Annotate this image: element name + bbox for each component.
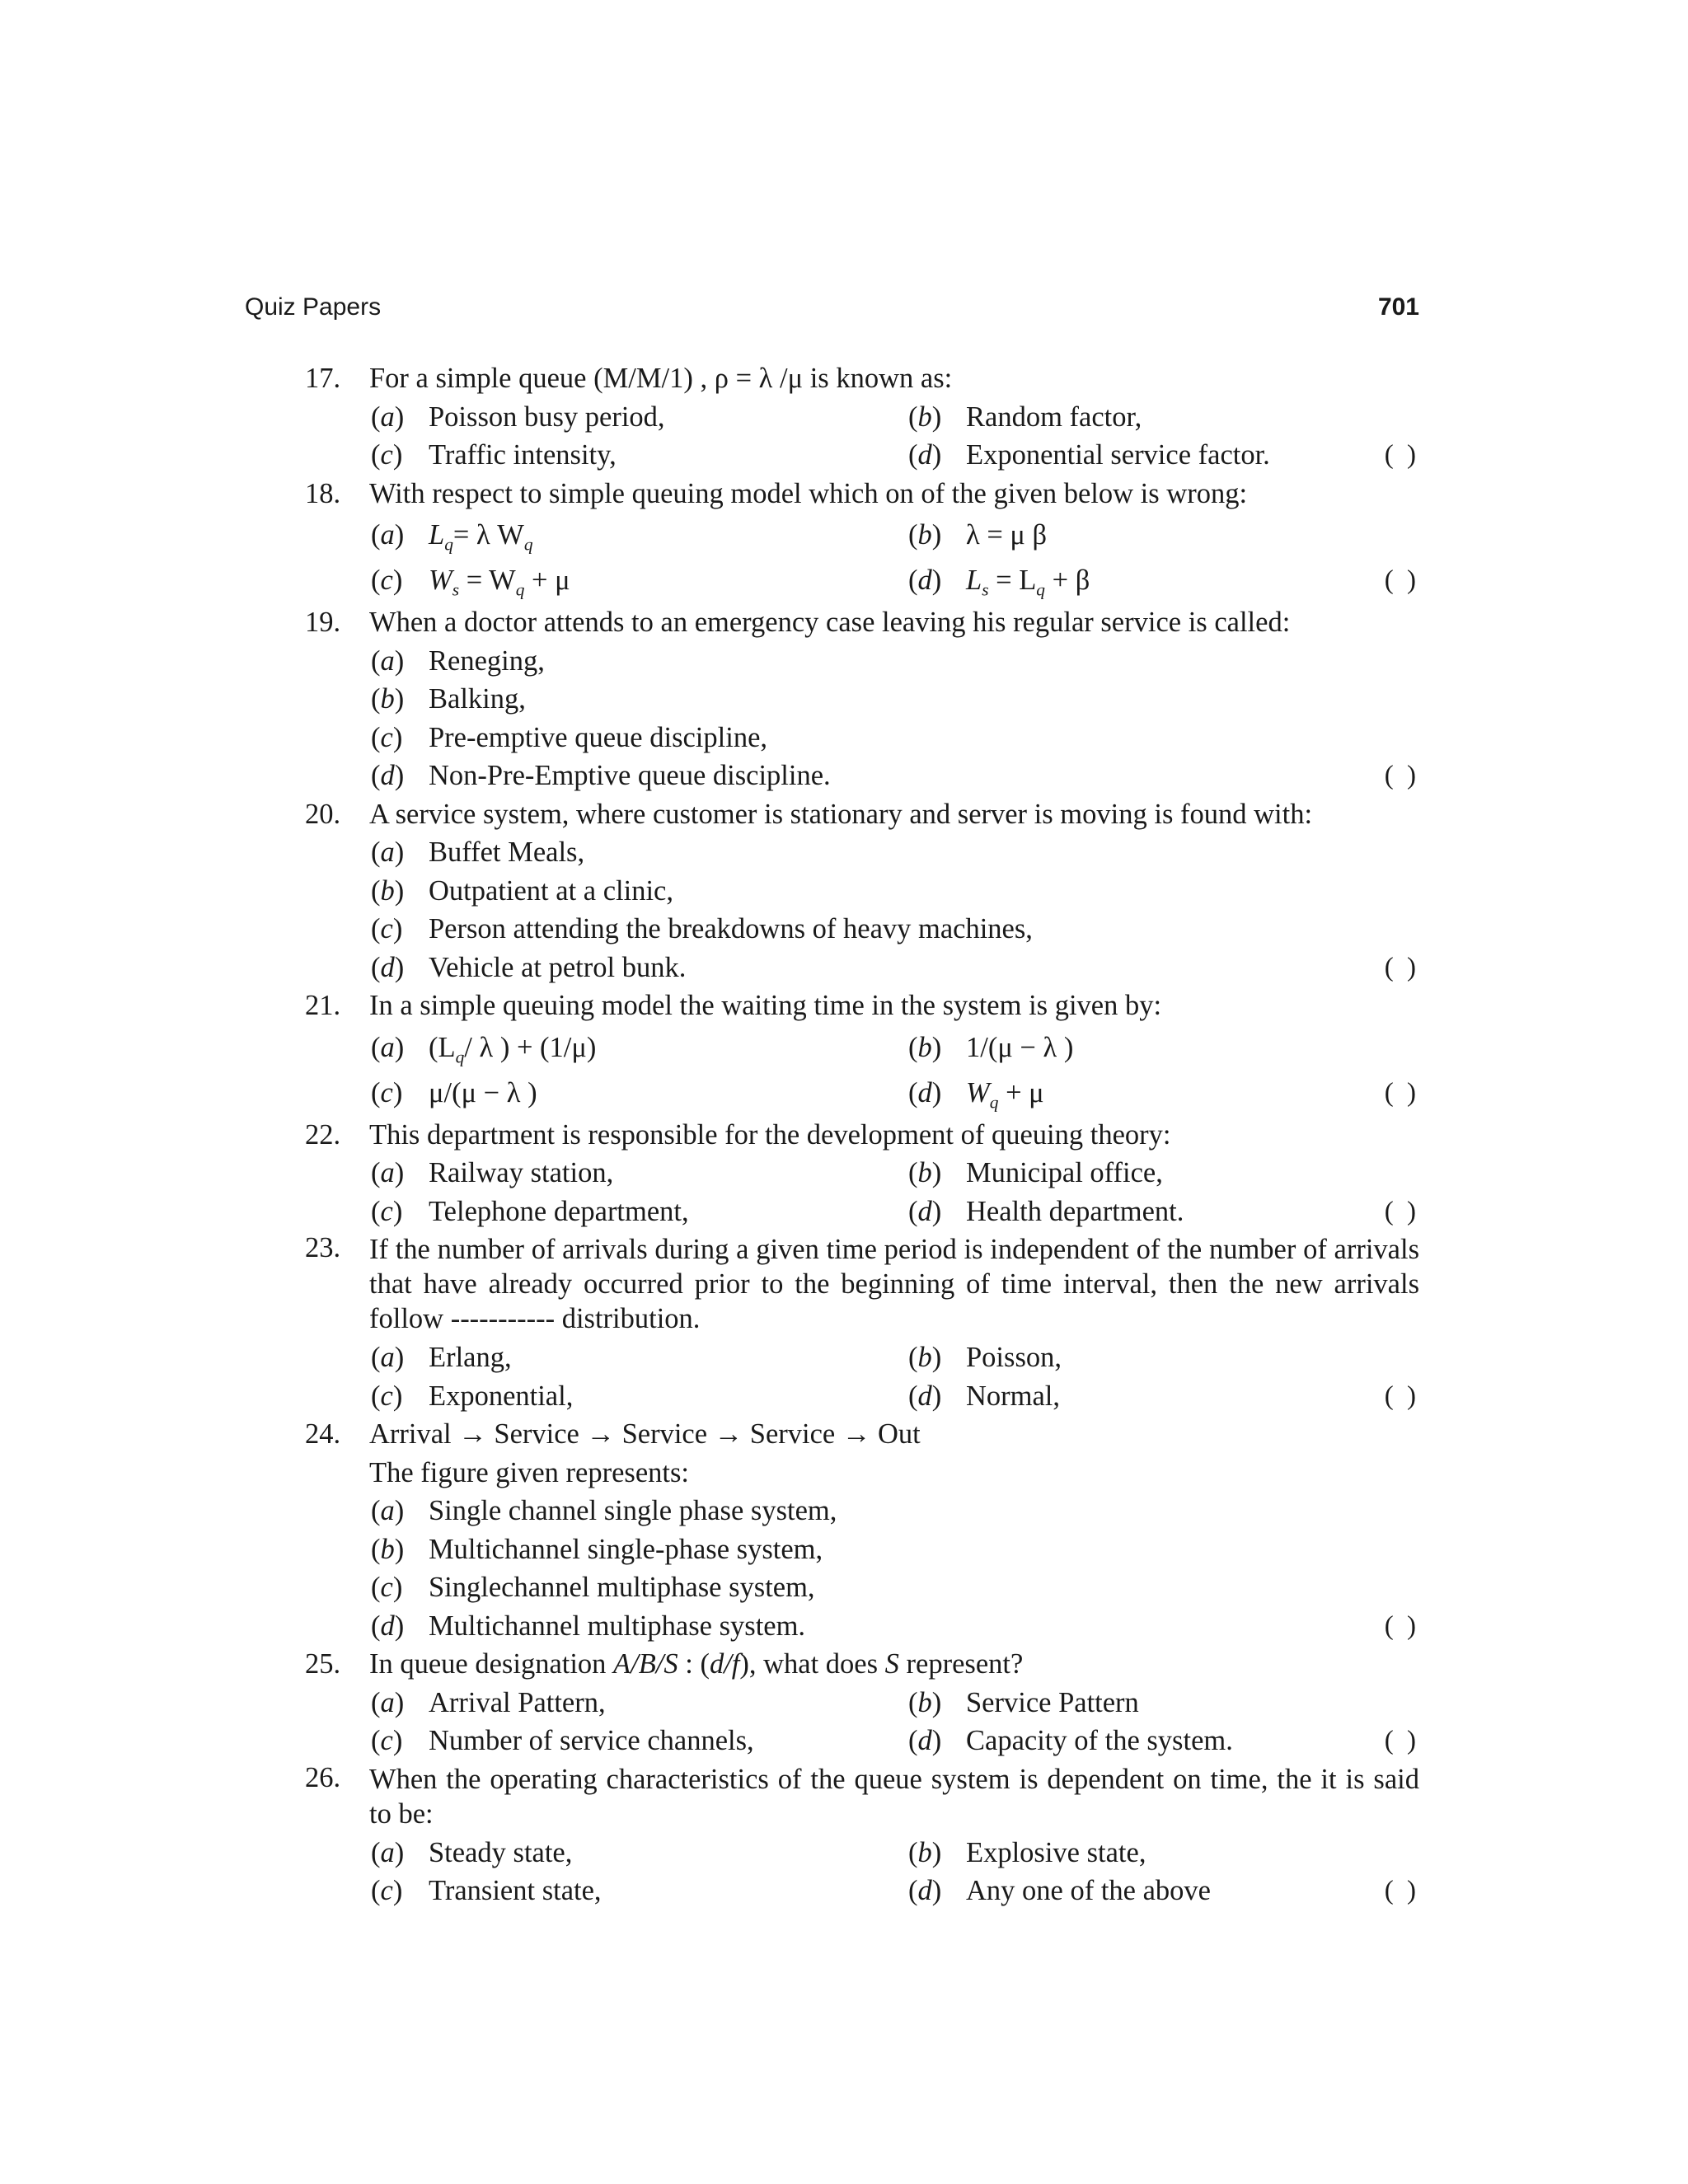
running-head xyxy=(245,288,1419,326)
section-title: Quiz Papers xyxy=(245,293,382,321)
option-a: Buffet Meals, xyxy=(429,837,585,868)
option-b: λ = μ β xyxy=(966,519,1048,551)
option-a: Single channel single phase system, xyxy=(429,1495,837,1526)
option-d: Any one of the above xyxy=(966,1875,1211,1906)
option-a: Steady state, xyxy=(429,1836,573,1868)
question-number: 23. xyxy=(305,1232,341,1263)
option-label-d: (d) xyxy=(908,1875,942,1906)
option-label-d: (d) xyxy=(371,951,405,983)
question-stem: When the operating characteristics of the queue system is dependent on time, the it is said to be: xyxy=(369,1763,1419,1830)
option-c: Singlechannel multiphase system, xyxy=(429,1572,815,1603)
answer-blank: ( ) xyxy=(1384,1610,1419,1641)
question-stem: This department is responsible for the development of queuing theory: xyxy=(369,1118,1171,1151)
option-label-a: (a) xyxy=(371,1031,405,1063)
question-stem: With respect to simple queuing model which on of the given below is wrong: xyxy=(369,477,1248,509)
question-23 xyxy=(305,1230,1419,1415)
option-label-c: (c) xyxy=(371,565,403,596)
question-26 xyxy=(305,1760,1419,1910)
question-stem: In queue designation A/B/S : (d/f), what does S represent? xyxy=(369,1648,1024,1680)
option-a: Arrival Pattern, xyxy=(429,1686,606,1718)
option-a: Erlang, xyxy=(429,1342,512,1373)
option-c: Number of service channels, xyxy=(429,1725,754,1756)
option-label-a: (a) xyxy=(371,401,405,433)
question-number: 21. xyxy=(305,990,341,1021)
question-number: 18. xyxy=(305,477,341,509)
question-stem: Arrival → Service → Service → Service → Out xyxy=(369,1418,921,1450)
option-b: Random factor, xyxy=(966,401,1142,433)
question-17 xyxy=(305,359,1419,475)
answer-blank: ( ) xyxy=(1384,761,1419,790)
option-label-a: (a) xyxy=(371,1836,405,1868)
question-list xyxy=(305,359,1419,1910)
option-label-a: (a) xyxy=(371,1342,405,1373)
answer-blank: ( ) xyxy=(1384,1380,1419,1411)
question-stem: For a simple queue (M/M/1) , ρ = λ /μ is known as: xyxy=(369,363,953,394)
question-number: 19. xyxy=(305,607,341,638)
question-24 xyxy=(305,1415,1419,1645)
option-label-b: (b) xyxy=(908,1686,942,1718)
question-25 xyxy=(305,1645,1419,1760)
question-21 xyxy=(305,987,1419,1116)
answer-blank: ( ) xyxy=(1384,440,1419,470)
option-label-d: (d) xyxy=(908,439,942,471)
question-number: 22. xyxy=(305,1118,341,1151)
option-b: Balking, xyxy=(429,683,526,715)
option-label-c: (c) xyxy=(371,1195,403,1227)
question-stem: A service system, where customer is stationary and server is moving is found with: xyxy=(369,798,1313,830)
option-d: Capacity of the system. xyxy=(966,1725,1233,1756)
option-label-c: (c) xyxy=(371,1380,403,1412)
option-label-b: (b) xyxy=(908,1031,942,1063)
option-a: Railway station, xyxy=(429,1157,614,1188)
option-label-a: (a) xyxy=(371,837,405,868)
option-d: Multichannel multiphase system. xyxy=(429,1610,806,1642)
option-label-a: (a) xyxy=(371,519,405,551)
option-b: Municipal office, xyxy=(966,1157,1163,1188)
question-stem-continued: The figure given represents: xyxy=(369,1456,689,1488)
option-label-a: (a) xyxy=(371,1157,405,1188)
question-number: 20. xyxy=(305,798,341,830)
question-number: 17. xyxy=(305,363,341,394)
option-label-d: (d) xyxy=(908,1076,942,1108)
option-b: Outpatient at a clinic, xyxy=(429,874,673,907)
answer-blank: ( ) xyxy=(1384,1726,1419,1755)
question-stem: If the number of arrivals during a given time period is independent of the number of arrivals that have already occurred prior to the beginning of time interval, then the new arrivals follow ----------- distribution. xyxy=(369,1234,1419,1334)
question-stem: In a simple queuing model the waiting time in the system is given by: xyxy=(369,990,1162,1021)
option-d: Non-Pre-Emptive queue discipline. xyxy=(429,760,831,791)
question-22 xyxy=(305,1116,1419,1231)
option-b: 1/(μ − λ ) xyxy=(966,1031,1074,1063)
option-label-b: (b) xyxy=(371,874,405,907)
question-number: 26. xyxy=(305,1761,341,1793)
answer-blank: ( ) xyxy=(1384,565,1419,595)
option-label-b: (b) xyxy=(371,683,405,715)
option-label-b: (b) xyxy=(908,1342,942,1373)
option-label-a: (a) xyxy=(371,1686,405,1718)
option-label-c: (c) xyxy=(371,913,403,944)
option-c: Exponential, xyxy=(429,1380,574,1412)
option-c: Transient state, xyxy=(429,1875,602,1906)
option-label-b: (b) xyxy=(908,401,942,433)
option-label-c: (c) xyxy=(371,439,403,471)
option-d: Health department. xyxy=(966,1195,1184,1227)
option-c: Telephone department, xyxy=(429,1195,689,1227)
option-b: Poisson, xyxy=(966,1342,1062,1373)
option-label-d: (d) xyxy=(908,1195,942,1227)
answer-blank: ( ) xyxy=(1384,1077,1419,1108)
option-label-d: (d) xyxy=(908,1725,942,1756)
option-c: Traffic intensity, xyxy=(429,439,617,471)
option-label-b: (b) xyxy=(908,1157,942,1188)
option-label-b: (b) xyxy=(371,1533,405,1565)
option-label-d: (d) xyxy=(371,760,405,791)
option-label-d: (d) xyxy=(908,1380,942,1412)
option-c: $W_s = W_q + \mu$ xyxy=(429,565,570,600)
option-label-c: (c) xyxy=(371,1572,403,1603)
option-c: Pre-emptive queue discipline, xyxy=(429,721,768,753)
option-d: Vehicle at petrol bunk. xyxy=(429,951,687,983)
option-a: ($L_q/$ λ ) + (1/μ) xyxy=(429,1031,597,1066)
option-a: Poisson busy period, xyxy=(429,401,665,433)
option-label-d: (d) xyxy=(371,1610,405,1642)
option-label-b: (b) xyxy=(908,1836,942,1868)
question-19 xyxy=(305,603,1419,795)
option-b: Explosive state, xyxy=(966,1836,1146,1868)
option-label-b: (b) xyxy=(908,519,942,551)
answer-blank: ( ) xyxy=(1384,1196,1419,1226)
option-label-a: (a) xyxy=(371,1495,405,1526)
answer-blank: ( ) xyxy=(1384,952,1419,982)
option-c: Person attending the breakdowns of heavy machines, xyxy=(429,913,1033,944)
question-number: 25. xyxy=(305,1648,341,1680)
option-d: $L_s = L_q + \beta$ xyxy=(966,565,1090,600)
option-label-c: (c) xyxy=(371,1875,403,1906)
option-label-c: (c) xyxy=(371,1076,403,1108)
page-number: 701 xyxy=(1377,293,1419,321)
option-label-c: (c) xyxy=(371,1725,403,1756)
option-c: μ/(μ − λ ) xyxy=(429,1076,537,1108)
question-stem: When a doctor attends to an emergency case leaving his regular service is called: xyxy=(369,607,1291,638)
answer-blank: ( ) xyxy=(1384,1876,1419,1905)
option-a: Reneging, xyxy=(429,644,545,677)
option-b: Multichannel single-phase system, xyxy=(429,1533,823,1565)
option-label-d: (d) xyxy=(908,565,942,596)
option-b: Service Pattern xyxy=(966,1686,1139,1718)
option-d: Normal, xyxy=(966,1380,1061,1412)
question-20 xyxy=(305,795,1419,987)
option-d: $W_q + \mu$ xyxy=(966,1076,1044,1112)
option-d: Exponential service factor. xyxy=(966,439,1270,471)
question-number: 24. xyxy=(305,1418,341,1450)
option-label-a: (a) xyxy=(371,644,405,677)
question-18 xyxy=(305,475,1419,604)
option-label-c: (c) xyxy=(371,721,403,753)
option-a: $L_q= \lambda$ $W_q$ xyxy=(429,519,533,555)
